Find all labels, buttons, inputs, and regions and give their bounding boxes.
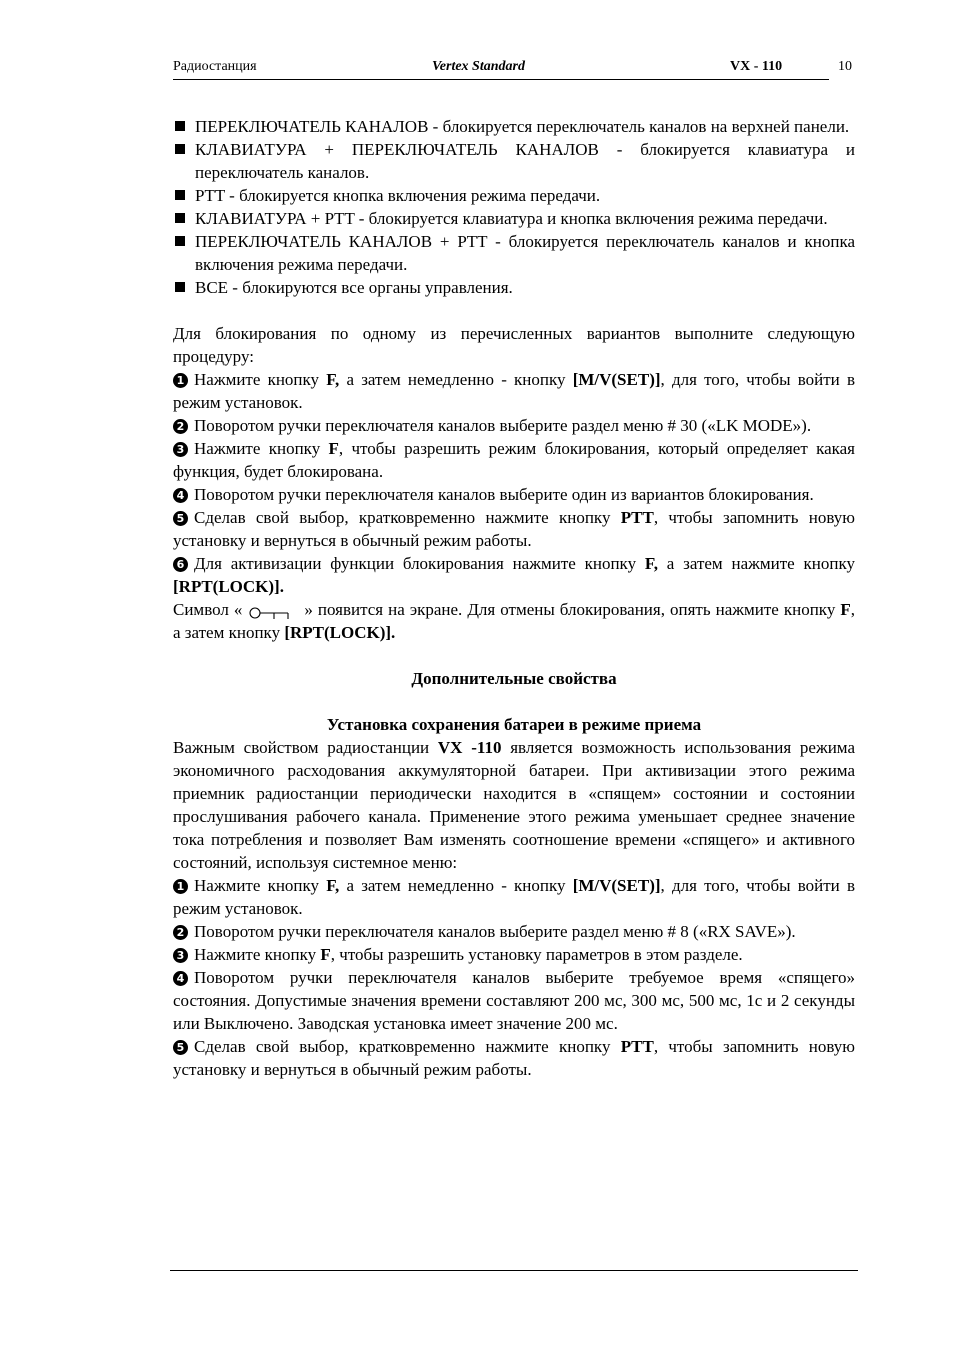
bullet-square-icon bbox=[175, 144, 185, 154]
lock-step-4: 4 Поворотом ручки переключателя каналов выберите один из вариантов блокирования. bbox=[173, 483, 855, 506]
lock-option: КЛАВИАТУРА + PTT - блокируется клавиатура и кнопка включения режима передачи. bbox=[173, 207, 855, 230]
lock-step-1: 1 Нажмите кнопку F, а затем немедленно - кнопку [M/V(SET)], для того, чтобы войти в режим установок. bbox=[173, 370, 855, 412]
header-device-label: Радиостанция bbox=[173, 59, 257, 74]
battery-step-2: 2 Поворотом ручки переключателя каналов выберите раздел меню # 8 («RX SAVE»). bbox=[173, 920, 855, 943]
battery-step-1: 1 Нажмите кнопку F, а затем немедленно - кнопку [M/V(SET)], для того, чтобы войти в режим установок. bbox=[173, 876, 855, 918]
lock-option: ПЕРЕКЛЮЧАТЕЛЬ КАНАЛОВ + PTT - блокируется переключатель каналов и кнопка включения режима передачи. bbox=[173, 230, 855, 276]
page-header bbox=[173, 57, 829, 80]
spacer bbox=[173, 644, 855, 667]
document-body bbox=[173, 115, 855, 1081]
lock-step-2: 2 Поворотом ручки переключателя каналов выберите раздел меню # 30 («LK MODE»). bbox=[173, 414, 855, 437]
bullet-square-icon bbox=[175, 190, 185, 200]
lock-options-list bbox=[173, 115, 855, 299]
battery-intro: Важным свойством радиостанции VX -110 является возможность использования режима экономичного расходования аккумуляторной батареи. При активизации этого режима приемник радиостанции периодически находится в «спящем» состоянии и состоянии прослушивания рабочего канала. Применение этого режима уменьшает среднее значение тока потребления и позволяет Вам изменять соотношение времени «спящего» и активного состояний, используя системное меню: bbox=[173, 738, 855, 872]
lock-step-6: 6 Для активизации функции блокирования нажмите кнопку F, а затем нажмите кнопку [RPT(LOCK)]. bbox=[173, 554, 855, 596]
step-number-icon: 6 bbox=[173, 557, 188, 572]
spacer bbox=[173, 299, 855, 322]
battery-step-5: 5 Сделав свой выбор, кратковременно нажмите кнопку PTT, чтобы запомнить новую установку и вернуться в обычный режим работы. bbox=[173, 1037, 856, 1079]
lock-option: ПЕРЕКЛЮЧАТЕЛЬ КАНАЛОВ - блокируется переключатель каналов на верхней панели. bbox=[173, 115, 855, 138]
lock-option: PTT - блокируется кнопка включения режима передачи. bbox=[173, 184, 855, 207]
step-number-icon: 5 bbox=[173, 511, 188, 526]
step-number-icon: 2 bbox=[173, 419, 188, 434]
bullet-square-icon bbox=[175, 121, 185, 131]
footer-rule bbox=[170, 1270, 858, 1271]
battery-step-3: 3 Нажмите кнопку F, чтобы разрешить установку параметров в этом разделе. bbox=[173, 943, 855, 966]
lock-option: ВСЕ - блокируются все органы управления. bbox=[173, 276, 855, 299]
page-number: 10 bbox=[838, 59, 852, 74]
lock-step-5: 5 Сделав свой выбор, кратковременно нажмите кнопку PTT, чтобы запомнить новую установку и вернуться в обычный режим работы. bbox=[173, 508, 856, 550]
bullet-square-icon bbox=[175, 236, 185, 246]
step-number-icon: 3 bbox=[173, 948, 188, 963]
lock-procedure-intro: Для блокирования по одному из перечисленных вариантов выполните следующую процедуру: bbox=[173, 324, 855, 366]
lock-option: КЛАВИАТУРА + ПЕРЕКЛЮЧАТЕЛЬ КАНАЛОВ - блокируется клавиатура и переключатель каналов. bbox=[173, 138, 855, 184]
step-number-icon: 2 bbox=[173, 925, 188, 940]
bullet-square-icon bbox=[175, 213, 185, 223]
lock-step-3: 3 Нажмите кнопку F, чтобы разрешить режим блокирования, который определяет какая функция, будет блокирована. bbox=[173, 439, 855, 481]
spacer bbox=[173, 690, 855, 713]
subsection-title: Установка сохранения батареи в режиме приема bbox=[326, 715, 702, 734]
step-number-icon: 5 bbox=[173, 1040, 188, 1055]
step-number-icon: 3 bbox=[173, 442, 188, 457]
header-model: VX - 110 bbox=[730, 59, 783, 74]
bullet-square-icon bbox=[175, 282, 185, 292]
key-lock-icon bbox=[248, 605, 298, 619]
header-brand: Vertex Standard bbox=[432, 59, 525, 74]
step-number-icon: 4 bbox=[173, 488, 188, 503]
step-number-icon: 4 bbox=[173, 971, 188, 986]
battery-step-4: 4 Поворотом ручки переключателя каналов выберите требуемое время «спящего» состояния. Допустимые значения времени составляют 200 мс, 300 мс, 500 мс, 1с и 2 секунды или Выключено. Заводская установка имеет значение 200 мс. bbox=[173, 968, 855, 1033]
section-title: Дополнительные свойства bbox=[411, 669, 617, 688]
step-number-icon: 1 bbox=[173, 879, 188, 894]
lock-symbol-note: Символ « » появится на экране. Для отмены блокирования, опять нажмите кнопку F, а затем кнопку [RPT(LOCK)]. bbox=[173, 600, 855, 642]
step-number-icon: 1 bbox=[173, 373, 188, 388]
